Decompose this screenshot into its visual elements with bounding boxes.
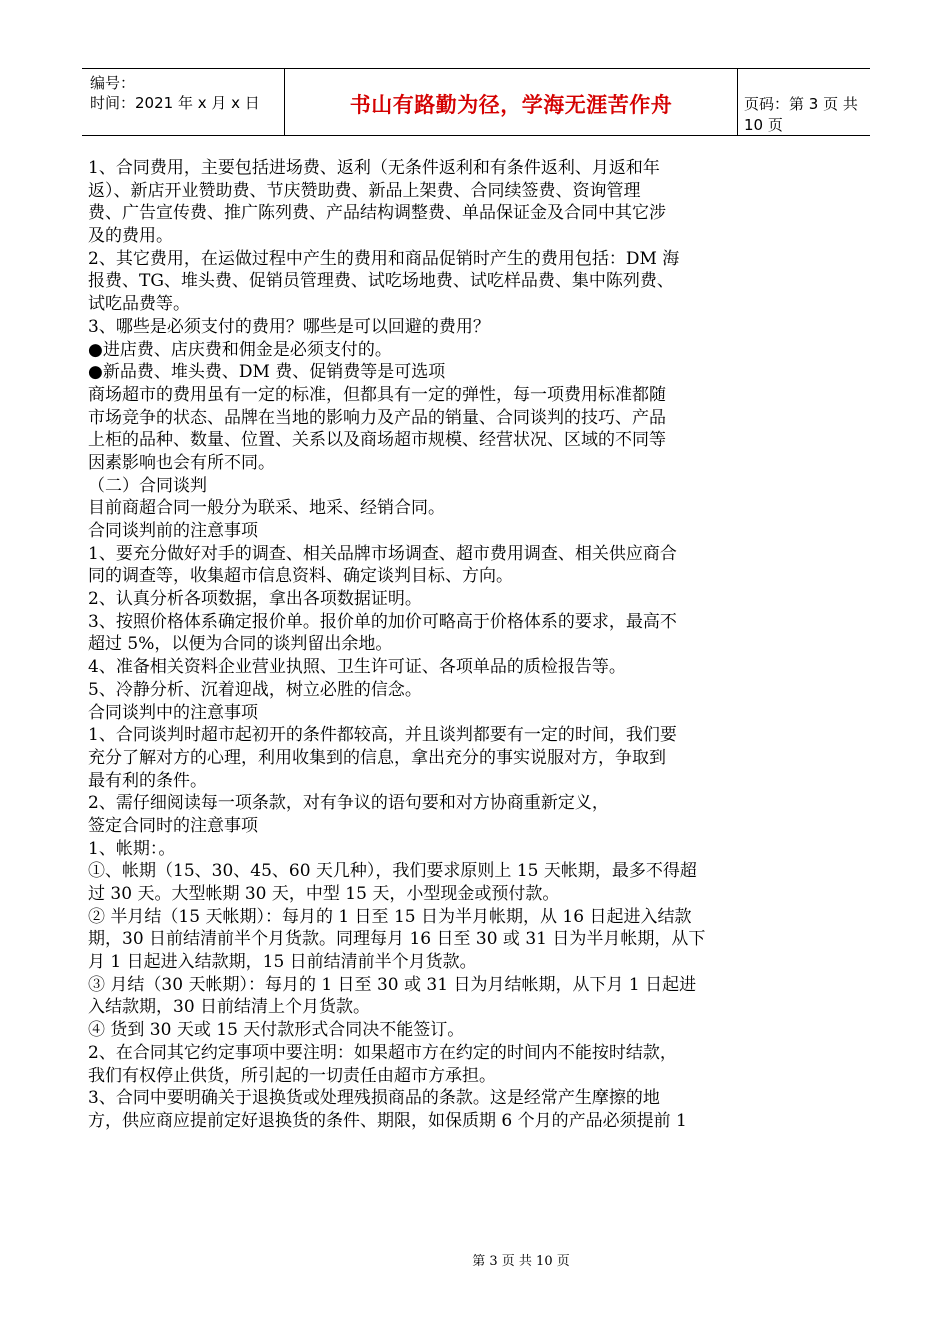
body-text-line: 3、按照价格体系确定报价单。报价单的加价可略高于价格体系的要求，最高不 (88, 611, 677, 632)
body-text-line: 2、其它费用，在运做过程中产生的费用和商品促销时产生的费用包括：DM 海 (88, 248, 680, 269)
body-text-line: 返）、新店开业赞助费、节庆赞助费、新品上架费、合同续签费、资询管理 (88, 180, 641, 201)
body-text-line: 合同谈判中的注意事项 (88, 702, 258, 723)
body-text-line: 3、哪些是必须支付的费用？哪些是可以回避的费用？ (88, 316, 490, 337)
body-text-line: 签定合同时的注意事项 (88, 815, 258, 836)
body-text-line: 4、准备相关资料企业营业执照、卫生许可证、各项单品的质检报告等。 (88, 657, 626, 678)
body-text-line: 2、认真分析各项数据，拿出各项数据证明。 (88, 589, 422, 610)
body-text-line: ①、帐期（15、30、45、60 天几种），我们要求原则上 15 天帐期，最多不得超 (88, 861, 697, 882)
body-text-line: 市场竞争的状态、品牌在当地的影响力及产品的销量、合同谈判的技巧、产品 (88, 407, 666, 428)
body-text-line: 我们有权停止供货，所引起的一切责任由超市方承担。 (88, 1065, 496, 1086)
body-text-line: 1、帐期：。 (88, 838, 176, 859)
body-text-line: 及的费用。 (88, 226, 173, 247)
body-text-line: 最有利的条件。 (88, 770, 207, 791)
header-motto: 书山有路勤为径，学海无涯苦作舟 (349, 93, 673, 117)
header-info-cell (82, 69, 284, 135)
document-number-label: 编号： (90, 74, 136, 92)
body-text-line: 1、要充分做好对手的调查、相关品牌市场调查、超市费用调查、相关供应商合 (88, 543, 677, 564)
body-text-line: 充分了解对方的心理，利用收集到的信息，拿出充分的事实说服对方，争取到 (88, 747, 666, 768)
body-text-line: ●新品费、堆头费、DM 费、促销费等是可选项 (88, 362, 446, 383)
body-text-line: 试吃品费等。 (88, 294, 190, 315)
body-text-line: （二）合同谈判 (88, 475, 207, 496)
header-motto-cell (284, 69, 738, 135)
body-text-line: 费、广告宣传费、推广陈列费、产品结构调整费、单品保证金及合同中其它涉 (88, 203, 666, 224)
body-text-line: 方，供应商应提前定好退换货的条件、期限，如保质期 6 个月的产品必须提前 1 (88, 1110, 687, 1131)
body-text-line: 2、在合同其它约定事项中要注明：如果超市方在约定的时间内不能按时结款， (88, 1042, 677, 1063)
body-text-line: ④ 货到 30 天或 15 天付款形式合同决不能签订。 (88, 1020, 465, 1041)
body-text-line: 上柜的品种、数量、位置、关系以及商场超市规模、经营状况、区域的不同等 (88, 430, 666, 451)
body-text-line: 同的调查等，收集超市信息资料、确定谈判目标、方向。 (88, 566, 513, 587)
body-text-line: 月 1 日起进入结款期，15 日前结清前半个月货款。 (88, 952, 477, 973)
body-text-line: 3、合同中要明确关于退换货或处理残损商品的条款。这是经常产生摩擦的地 (88, 1088, 660, 1109)
body-text-line: 因素影响也会有所不同。 (88, 452, 275, 473)
body-text-line: 商场超市的费用虽有一定的标准，但都具有一定的弹性，每一项费用标准都随 (88, 384, 666, 405)
body-text-line: ③ 月结（30 天帐期）：每月的 1 日至 30 或 31 日为月结帐期，从下月 1 日起进 (88, 974, 697, 995)
header-page-label: 页码：第 3 页 共 10 页 (744, 95, 858, 134)
body-text-line: 合同谈判前的注意事项 (88, 521, 258, 541)
body-text-line: 超过 5%，以便为合同的谈判留出余地。 (88, 634, 393, 655)
body-text-line: ② 半月结（15 天帐期）：每月的 1 日至 15 日为半月帐期，从 16 日起进入结款 (88, 906, 692, 927)
document-date-label: 时间：2021 年 x 月 x 日 (90, 94, 260, 112)
body-text-line: 1、合同谈判时超市起初开的条件都较高，并且谈判都要有一定的时间，我们要 (88, 725, 677, 746)
body-text-line: ●进店费、店庆费和佣金是必须支付的。 (88, 339, 392, 360)
body-text-line: 期，30 日前结清前半个月货款。同理每月 16 日至 30 或 31 日为半月帐期，从下 (88, 929, 706, 950)
body-text-line: 1、合同费用，主要包括进场费、返利（无条件返利和有条件返利、月返和年 (88, 158, 660, 178)
body-text-line: 目前商超合同一般分为联采、地采、经销合同。 (88, 498, 445, 519)
page-footer: 第 3 页 共 10 页 (472, 1254, 570, 1269)
page-header (82, 68, 870, 136)
body-text-line: 报费、TG、堆头费、促销员管理费、试吃场地费、试吃样品费、集中陈列费、 (88, 271, 674, 292)
body-text-line: 入结款期，30 日前结清上个月货款。 (88, 997, 371, 1018)
body-text-line: 2、需仔细阅读每一项条款，对有争议的语句要和对方协商重新定义， (88, 793, 609, 814)
document-body (88, 157, 756, 1133)
body-text-line: 过 30 天。大型帐期 30 天，中型 15 天，小型现金或预付款。 (88, 884, 560, 904)
body-text-line: 5、冷静分析、沉着迎战，树立必胜的信念。 (88, 679, 422, 700)
